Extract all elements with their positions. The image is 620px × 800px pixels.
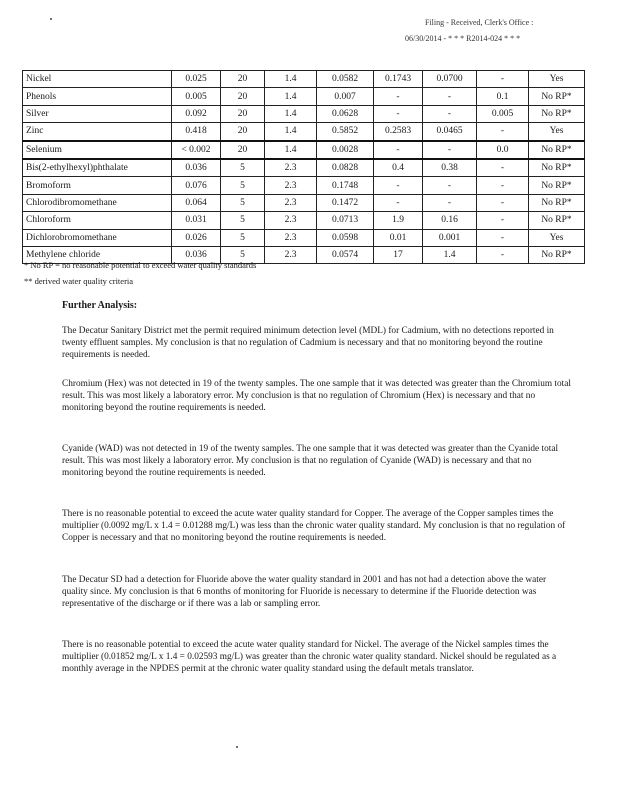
value-cell: - [423, 177, 477, 194]
value-cell: 0.025 [172, 71, 221, 88]
value-cell: 0.0828 [317, 159, 374, 177]
value-cell: 5 [221, 159, 265, 177]
table-row [23, 123, 585, 141]
value-cell: 0.0582 [317, 71, 374, 88]
value-cell: 0.076 [172, 177, 221, 194]
value-cell: 0.1 [477, 88, 529, 105]
value-cell: 20 [221, 123, 265, 141]
value-cell: 20 [221, 71, 265, 88]
value-cell: 0.2583 [374, 123, 423, 141]
value-cell: Yes [529, 229, 585, 246]
parameter-name-cell: Dichlorobromomethane [23, 229, 172, 246]
paragraph-chromium: Chromium (Hex) was not detected in 19 of the twenty samples. The one sample that it was detected was greater than the Chromium total result. This was most likely a laboratory error. My conclusion is that no regulation of Chromium (Hex) is necessary and that no monitoring beyond the routine requirements is needed. [62, 379, 571, 413]
table-row [23, 105, 585, 122]
value-cell: 0.5852 [317, 123, 374, 141]
value-cell: 17 [374, 246, 423, 263]
value-cell: - [477, 159, 529, 177]
value-cell: 0.0598 [317, 229, 374, 246]
value-cell: 0.0628 [317, 105, 374, 122]
value-cell: 2.3 [265, 229, 317, 246]
scan-speck [50, 18, 52, 20]
paragraph-cadmium: The Decatur Sanitary District met the permit required minimum detection level (MDL) for Cadmium, with no detections reported in twenty effluent samples. My conclusion is that no regulation of Cadmium is necessary and that no monitoring beyond the routine requirements is needed. [62, 326, 554, 360]
value-cell: - [477, 194, 529, 211]
value-cell: 0.031 [172, 212, 221, 229]
value-cell: 0.0028 [317, 141, 374, 159]
value-cell: 0.1748 [317, 177, 374, 194]
value-cell: 2.3 [265, 194, 317, 211]
parameter-name-cell: Methylene chloride [23, 246, 172, 263]
value-cell: No RP* [529, 105, 585, 122]
value-cell: - [423, 88, 477, 105]
value-cell: No RP* [529, 212, 585, 229]
value-cell: - [374, 194, 423, 211]
value-cell: 0.0713 [317, 212, 374, 229]
parameter-name-cell: Selenium [23, 141, 172, 159]
value-cell: 0.001 [423, 229, 477, 246]
value-cell: 0.4 [374, 159, 423, 177]
value-cell: < 0.002 [172, 141, 221, 159]
value-cell: 5 [221, 229, 265, 246]
value-cell: No RP* [529, 159, 585, 177]
value-cell: No RP* [529, 177, 585, 194]
value-cell: - [477, 177, 529, 194]
parameter-name-cell: Bis(2-ethylhexyl)phthalate [23, 159, 172, 177]
value-cell: 0.092 [172, 105, 221, 122]
parameter-name-cell: Chlorodibromomethane [23, 194, 172, 211]
value-cell: 20 [221, 105, 265, 122]
parameter-name-cell: Bromoform [23, 177, 172, 194]
value-cell: 0.1743 [374, 71, 423, 88]
value-cell: 0.036 [172, 159, 221, 177]
value-cell: Yes [529, 71, 585, 88]
value-cell: 0.036 [172, 246, 221, 263]
value-cell: 2.3 [265, 246, 317, 263]
value-cell: - [374, 177, 423, 194]
value-cell: 5 [221, 177, 265, 194]
table-body [23, 71, 585, 264]
value-cell: 0.0700 [423, 71, 477, 88]
footnote-derived-criteria: ** derived water quality criteria [24, 276, 134, 286]
table-row [23, 88, 585, 105]
value-cell: 1.9 [374, 212, 423, 229]
value-cell: 5 [221, 194, 265, 211]
further-analysis-heading: Further Analysis: [62, 300, 138, 311]
value-cell: 0.005 [172, 88, 221, 105]
value-cell: - [477, 212, 529, 229]
table-row [23, 229, 585, 246]
value-cell: 2.3 [265, 177, 317, 194]
scan-speck [236, 746, 238, 748]
water-quality-table [22, 70, 585, 264]
value-cell: 2.3 [265, 212, 317, 229]
value-cell: 1.4 [265, 105, 317, 122]
value-cell: 5 [221, 212, 265, 229]
value-cell: 20 [221, 141, 265, 159]
value-cell: No RP* [529, 246, 585, 263]
value-cell: 0.418 [172, 123, 221, 141]
table-row [23, 71, 585, 88]
footnote-no-rp: * No RP = no reasonable potential to exceed water quality standards [24, 260, 257, 270]
value-cell: 0.1472 [317, 194, 374, 211]
value-cell: 0.007 [317, 88, 374, 105]
value-cell: Yes [529, 123, 585, 141]
table-row [23, 159, 585, 177]
value-cell: - [423, 105, 477, 122]
parameter-name-cell: Nickel [23, 71, 172, 88]
value-cell: 0.0 [477, 141, 529, 159]
parameter-name-cell: Chloroform [23, 212, 172, 229]
table-row [23, 212, 585, 229]
value-cell: - [374, 88, 423, 105]
value-cell: - [423, 141, 477, 159]
value-cell: No RP* [529, 141, 585, 159]
value-cell: 1.4 [265, 71, 317, 88]
value-cell: 20 [221, 88, 265, 105]
value-cell: - [374, 141, 423, 159]
table-row [23, 177, 585, 194]
paragraph-copper: There is no reasonable potential to exceed the acute water quality standard for Copper. The average of the Copper samples times the multiplier (0.0092 mg/L x 1.4 = 0.01288 mg/L) was less than the chronic water quality standard. My conclusion is that no regulation of Copper is necessary and that no monitoring beyond the routine requirements is needed. [62, 509, 566, 543]
value-cell: - [374, 105, 423, 122]
parameter-name-cell: Phenols [23, 88, 172, 105]
parameter-name-cell: Silver [23, 105, 172, 122]
table-row [23, 194, 585, 211]
value-cell: - [477, 71, 529, 88]
value-cell: 0.01 [374, 229, 423, 246]
value-cell: 0.0465 [423, 123, 477, 141]
filing-stamp-line-1: Filing - Received, Clerk's Office : [425, 18, 534, 27]
value-cell: 0.005 [477, 105, 529, 122]
value-cell: - [423, 194, 477, 211]
value-cell: No RP* [529, 88, 585, 105]
paragraph-fluoride: The Decatur SD had a detection for Fluoride above the water quality standard in 2001 and has not had a detection above the water quality since. My conclusion is that 6 months of monitoring for Fluoride is necessary to determine if the Fluoride detection was representative of the discharge or if there was a lab or sampling error. [62, 575, 547, 609]
value-cell: 0.16 [423, 212, 477, 229]
value-cell: - [477, 246, 529, 263]
value-cell: 1.4 [265, 141, 317, 159]
value-cell: No RP* [529, 194, 585, 211]
value-cell: 0.38 [423, 159, 477, 177]
value-cell: 1.4 [265, 88, 317, 105]
parameter-name-cell: Zinc [23, 123, 172, 141]
paragraph-cyanide: Cyanide (WAD) was not detected in 19 of the twenty samples. The one sample that it was detected was greater than the Cyanide total result. This was most likely a laboratory error. My conclusion is that no regulation of Cyanide (WAD) is necessary and that no monitoring beyond the routine requirements is needed. [62, 444, 559, 478]
value-cell: 0.064 [172, 194, 221, 211]
value-cell: 1.4 [423, 246, 477, 263]
value-cell: 2.3 [265, 159, 317, 177]
value-cell: - [477, 123, 529, 141]
filing-stamp-line-2: 06/30/2014 - * * * R2014-024 * * * [405, 34, 521, 43]
value-cell: - [477, 229, 529, 246]
value-cell: 0.0574 [317, 246, 374, 263]
value-cell: 0.026 [172, 229, 221, 246]
value-cell: 5 [221, 246, 265, 263]
table-row [23, 141, 585, 159]
value-cell: 1.4 [265, 123, 317, 141]
paragraph-nickel: There is no reasonable potential to exceed the acute water quality standard for Nickel. The average of the Nickel samples times the multiplier (0.01852 mg/L x 1.4 = 0.02593 mg/L) was greater than the chronic water quality standard. Nickel should be regulated as a monthly average in the NPDES permit at the chronic water quality standard using the default metals translator. [62, 640, 557, 674]
